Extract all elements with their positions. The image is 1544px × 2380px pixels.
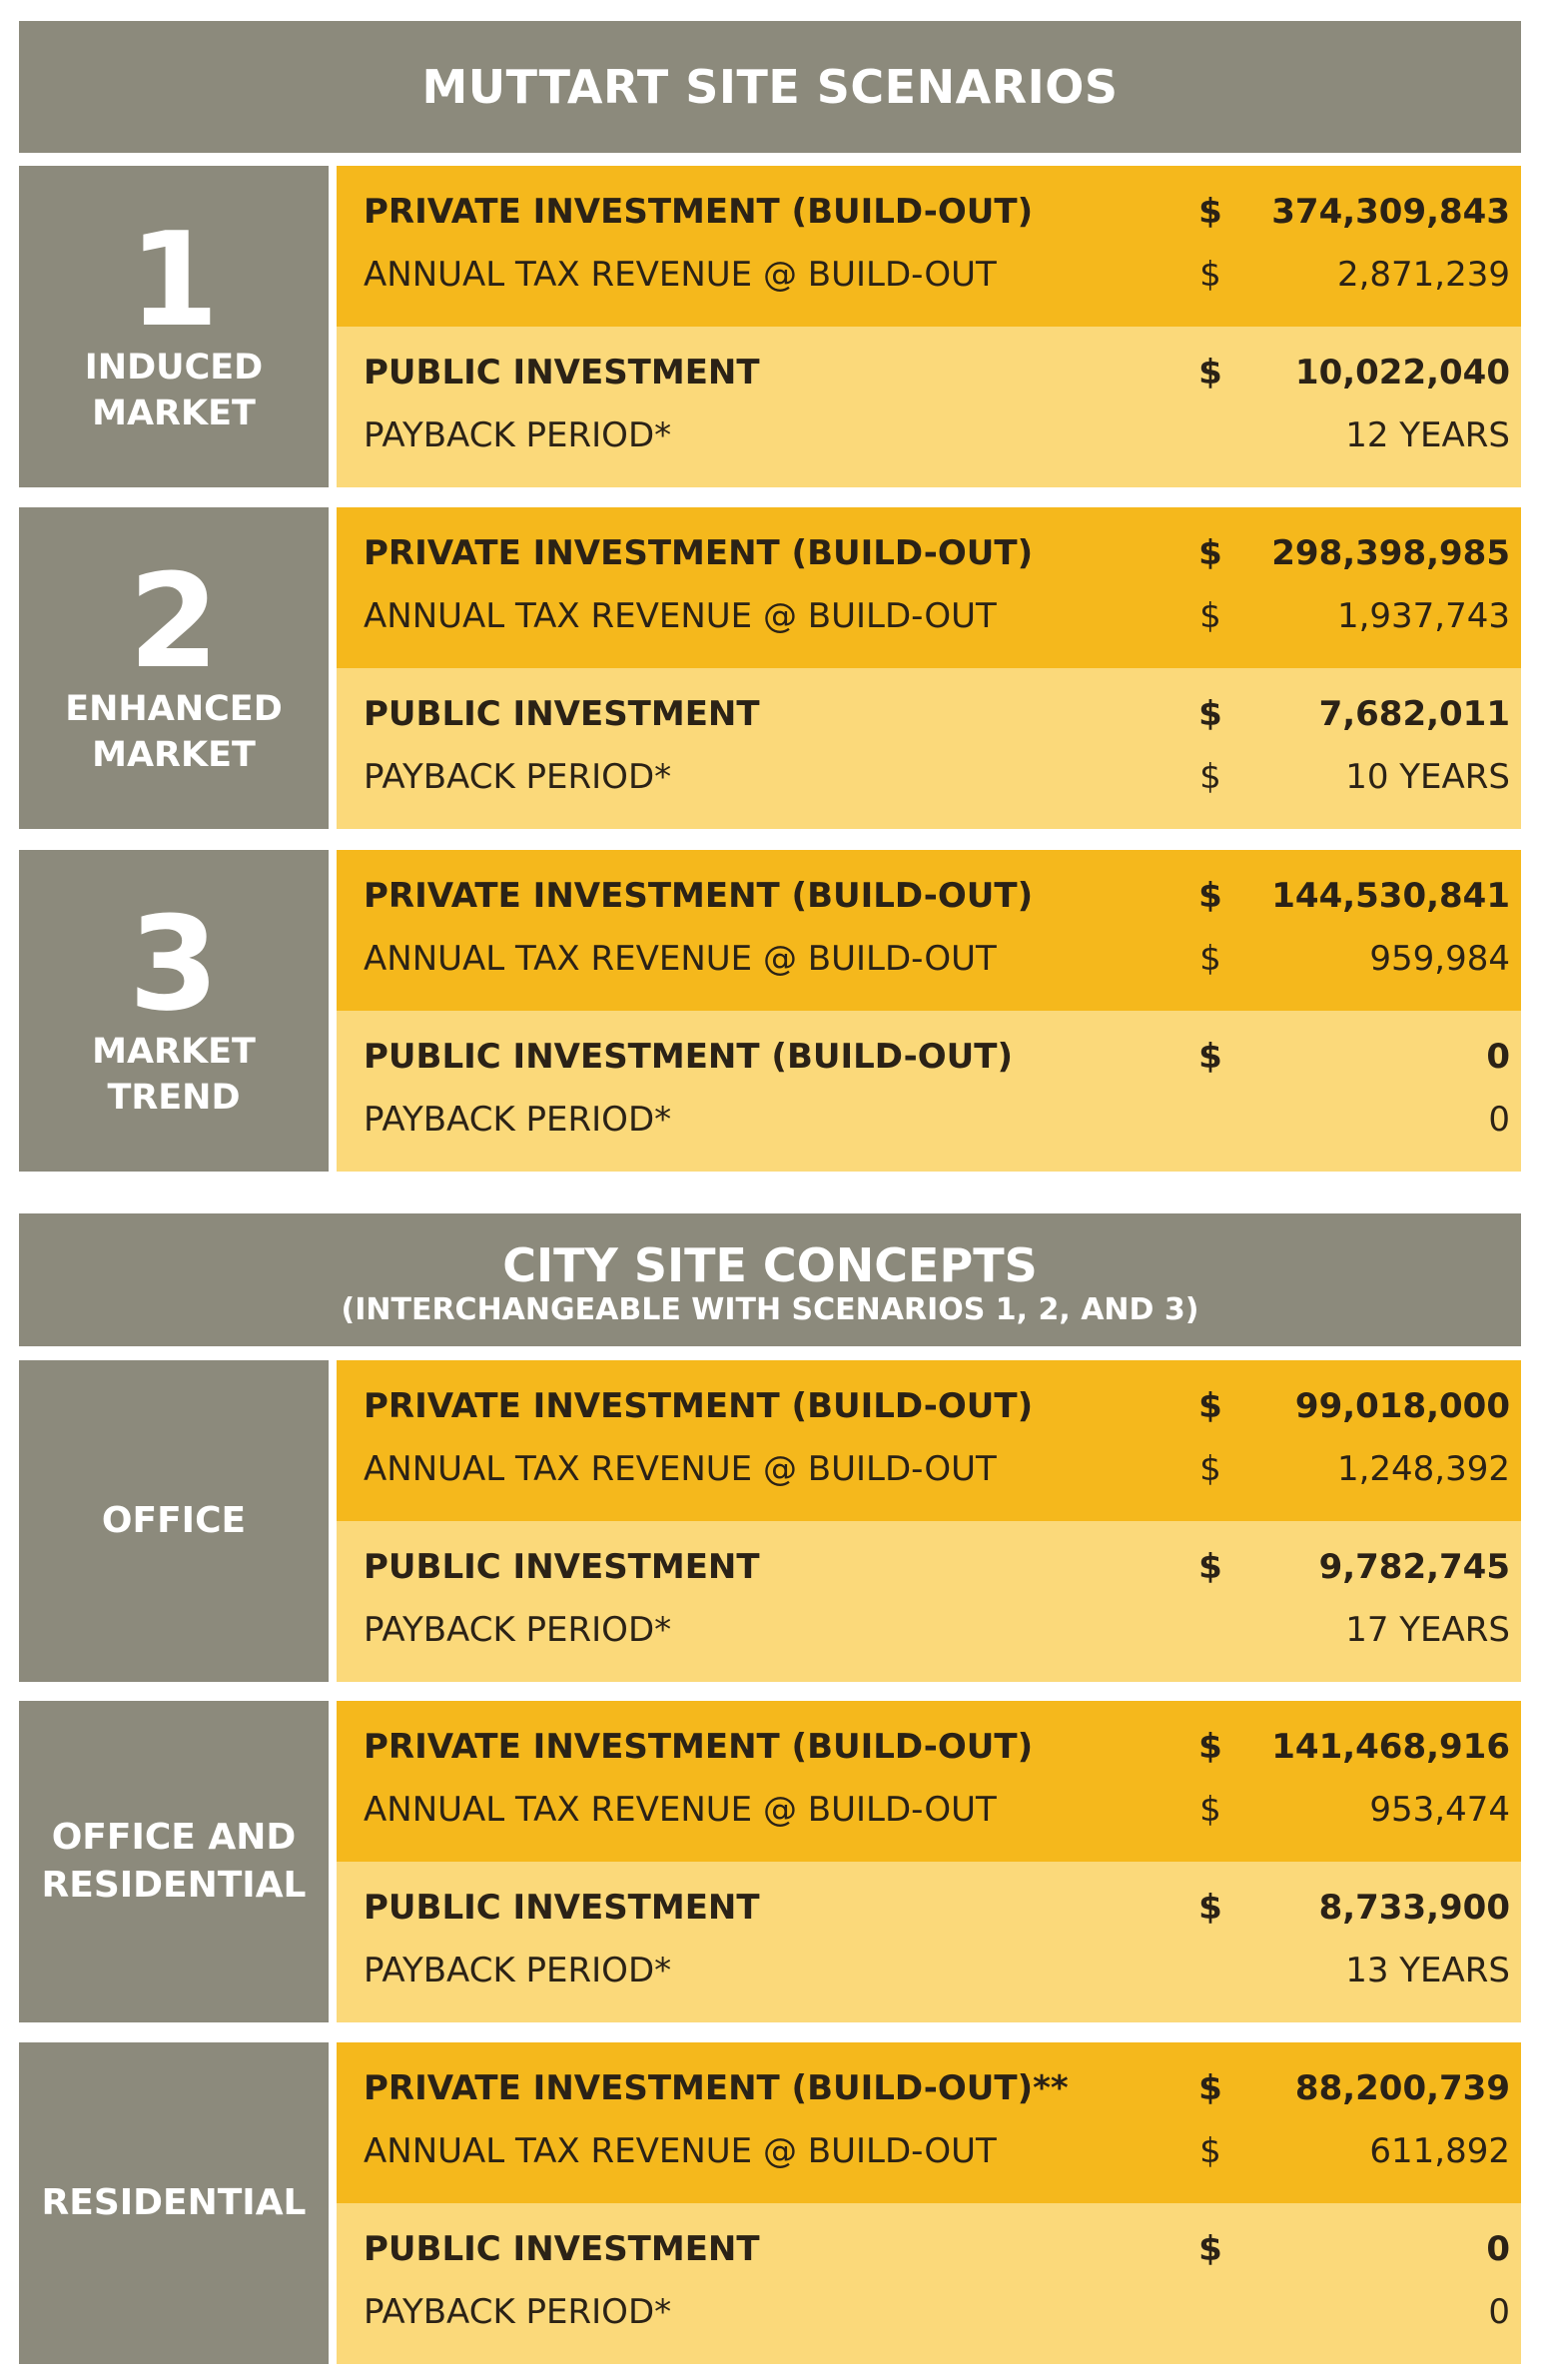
currency-symbol: $: [1198, 353, 1222, 393]
private-investment-row: [337, 1376, 1521, 1436]
scenario-label-line2: MARKET: [92, 394, 256, 433]
row-label: PRIVATE INVESTMENT (BUILD-OUT): [364, 1386, 1034, 1426]
annual-tax-revenue-row: [337, 245, 1521, 305]
concept-label-line1: OFFICE: [101, 1500, 247, 1541]
row-value: 144,530,841: [1271, 876, 1510, 916]
concept-rows: [337, 1701, 1521, 2022]
concept-block-office-residential: [19, 1701, 1521, 2022]
public-investment-row: [337, 1878, 1521, 1938]
currency-symbol: $: [1198, 1386, 1222, 1426]
row-label: ANNUAL TAX REVENUE @ BUILD-OUT: [364, 255, 997, 295]
row-value: 10 YEARS: [1345, 757, 1510, 797]
concept-rows: [337, 2042, 1521, 2364]
row-label: PUBLIC INVESTMENT: [364, 694, 760, 734]
currency-symbol: $: [1199, 757, 1221, 797]
row-value: 959,984: [1369, 939, 1510, 979]
currency-symbol: $: [1199, 255, 1221, 295]
scenario-number: 1: [128, 204, 220, 356]
payback-period-row: [337, 405, 1521, 465]
concept-label: [102, 1497, 246, 1545]
annual-tax-revenue-row: [337, 1780, 1521, 1840]
currency-symbol: $: [1199, 939, 1221, 979]
scenario-rows: [337, 507, 1521, 829]
scenario-number: 3: [128, 888, 220, 1040]
row-value: 0: [1488, 1100, 1510, 1140]
currency-symbol: $: [1198, 1727, 1222, 1767]
payback-period-row: [337, 747, 1521, 807]
scenario-block-2: [19, 507, 1521, 829]
private-investment-row: [337, 1717, 1521, 1777]
row-label: ANNUAL TAX REVENUE @ BUILD-OUT: [364, 2131, 997, 2171]
city-header: [19, 1213, 1521, 1346]
private-section: [337, 2042, 1521, 2203]
public-investment-row: [337, 2219, 1521, 2279]
scenario-number: 2: [128, 545, 220, 697]
scenario-rows: [337, 850, 1521, 1172]
public-section: [337, 668, 1521, 829]
concept-rows: [337, 1360, 1521, 1682]
concept-side-panel: [19, 2042, 329, 2364]
row-value: 611,892: [1369, 2131, 1510, 2171]
scenario-label: [92, 1029, 256, 1121]
private-section: [337, 850, 1521, 1011]
row-label: PAYBACK PERIOD*: [364, 415, 672, 455]
payback-period-row: [337, 1600, 1521, 1660]
private-investment-row: [337, 866, 1521, 926]
currency-symbol: $: [1198, 1037, 1222, 1077]
row-value: 7,682,011: [1318, 694, 1510, 734]
public-investment-row: [337, 1537, 1521, 1597]
private-section: [337, 166, 1521, 327]
public-investment-row: [337, 1027, 1521, 1087]
city-title: CITY SITE CONCEPTS: [502, 1238, 1038, 1292]
public-investment-row: [337, 684, 1521, 744]
concept-label: [42, 1814, 307, 1910]
scenario-block-3: [19, 850, 1521, 1172]
public-section: [337, 2203, 1521, 2364]
row-value: 374,309,843: [1271, 192, 1510, 232]
row-label: PRIVATE INVESTMENT (BUILD-OUT): [364, 533, 1034, 573]
row-label: PAYBACK PERIOD*: [364, 1100, 672, 1140]
row-value: 953,474: [1369, 1790, 1510, 1830]
currency-symbol: $: [1198, 192, 1222, 232]
public-section: [337, 327, 1521, 487]
public-section: [337, 1521, 1521, 1682]
private-section: [337, 1701, 1521, 1862]
city-subtitle: (INTERCHANGEABLE WITH SCENARIOS 1, 2, AND 3): [341, 1292, 1199, 1327]
currency-symbol: $: [1199, 596, 1221, 636]
concept-side-panel: [19, 1360, 329, 1682]
currency-symbol: $: [1198, 694, 1222, 734]
row-value: 12 YEARS: [1345, 415, 1510, 455]
payback-period-row: [337, 1941, 1521, 2000]
row-label: PAYBACK PERIOD*: [364, 2292, 672, 2332]
row-value: 88,200,739: [1294, 2068, 1510, 2108]
annual-tax-revenue-row: [337, 2121, 1521, 2181]
private-investment-row: [337, 2058, 1521, 2118]
concept-label-line1: OFFICE AND: [51, 1817, 297, 1858]
currency-symbol: $: [1198, 2068, 1222, 2108]
row-value: 13 YEARS: [1345, 1951, 1510, 1990]
currency-symbol: $: [1198, 533, 1222, 573]
row-value: 2,871,239: [1336, 255, 1510, 295]
scenario-side-panel: [19, 507, 329, 829]
row-value: 17 YEARS: [1345, 1610, 1510, 1650]
currency-symbol: $: [1199, 1449, 1221, 1489]
scenario-block-1: [19, 166, 1521, 487]
row-label: PRIVATE INVESTMENT (BUILD-OUT): [364, 192, 1034, 232]
row-value: 0: [1488, 2292, 1510, 2332]
scenario-rows: [337, 166, 1521, 487]
scenario-label-line1: MARKET: [92, 1032, 256, 1072]
row-label: PRIVATE INVESTMENT (BUILD-OUT): [364, 876, 1034, 916]
scenario-label: [85, 345, 263, 436]
concept-block-office: [19, 1360, 1521, 1682]
muttart-header: [19, 21, 1521, 153]
muttart-title: MUTTART SITE SCENARIOS: [421, 60, 1119, 114]
row-value: 1,937,743: [1336, 596, 1510, 636]
currency-symbol: $: [1198, 1547, 1222, 1587]
private-section: [337, 1360, 1521, 1521]
public-investment-row: [337, 343, 1521, 402]
row-label: ANNUAL TAX REVENUE @ BUILD-OUT: [364, 596, 997, 636]
concept-label: [42, 2179, 307, 2227]
private-investment-row: [337, 523, 1521, 583]
scenario-side-panel: [19, 166, 329, 487]
concept-block-residential: [19, 2042, 1521, 2364]
row-value: 10,022,040: [1294, 353, 1510, 393]
row-value: 8,733,900: [1318, 1888, 1510, 1928]
row-value: 1,248,392: [1336, 1449, 1510, 1489]
currency-symbol: $: [1199, 2131, 1221, 2171]
scenario-label: [65, 686, 283, 778]
private-section: [337, 507, 1521, 668]
scenario-label-line2: MARKET: [92, 735, 256, 775]
row-label: PUBLIC INVESTMENT: [364, 353, 760, 393]
payback-period-row: [337, 1090, 1521, 1150]
scenario-label-line1: INDUCED: [84, 348, 264, 388]
annual-tax-revenue-row: [337, 1439, 1521, 1499]
row-label: ANNUAL TAX REVENUE @ BUILD-OUT: [364, 939, 997, 979]
annual-tax-revenue-row: [337, 929, 1521, 989]
public-section: [337, 1862, 1521, 2022]
row-label: PAYBACK PERIOD*: [364, 1951, 672, 1990]
row-label: PAYBACK PERIOD*: [364, 757, 672, 797]
scenario-label-line1: ENHANCED: [65, 689, 283, 729]
private-investment-row: [337, 182, 1521, 242]
public-section: [337, 1011, 1521, 1172]
currency-symbol: $: [1198, 2229, 1222, 2269]
row-label: PUBLIC INVESTMENT: [364, 1888, 760, 1928]
currency-symbol: $: [1199, 1790, 1221, 1830]
row-label: PUBLIC INVESTMENT: [364, 2229, 760, 2269]
row-label: PUBLIC INVESTMENT (BUILD-OUT): [364, 1037, 1014, 1077]
concept-side-panel: [19, 1701, 329, 2022]
scenario-label-line2: TREND: [107, 1078, 241, 1118]
currency-symbol: $: [1198, 1888, 1222, 1928]
row-value: 99,018,000: [1294, 1386, 1510, 1426]
row-label: PRIVATE INVESTMENT (BUILD-OUT)**: [364, 2068, 1069, 2108]
row-label: ANNUAL TAX REVENUE @ BUILD-OUT: [364, 1790, 997, 1830]
row-label: ANNUAL TAX REVENUE @ BUILD-OUT: [364, 1449, 997, 1489]
row-label: PAYBACK PERIOD*: [364, 1610, 672, 1650]
currency-symbol: $: [1198, 876, 1222, 916]
row-label: PUBLIC INVESTMENT: [364, 1547, 760, 1587]
row-value: 0: [1486, 2229, 1510, 2269]
concept-label-line1: RESIDENTIAL: [41, 2182, 307, 2223]
scenario-side-panel: [19, 850, 329, 1172]
row-value: 9,782,745: [1318, 1547, 1510, 1587]
row-label: PRIVATE INVESTMENT (BUILD-OUT): [364, 1727, 1034, 1767]
payback-period-row: [337, 2282, 1521, 2342]
row-value: 141,468,916: [1271, 1727, 1510, 1767]
row-value: 0: [1486, 1037, 1510, 1077]
row-value: 298,398,985: [1271, 533, 1510, 573]
annual-tax-revenue-row: [337, 586, 1521, 646]
concept-label-line2: RESIDENTIAL: [41, 1865, 307, 1906]
